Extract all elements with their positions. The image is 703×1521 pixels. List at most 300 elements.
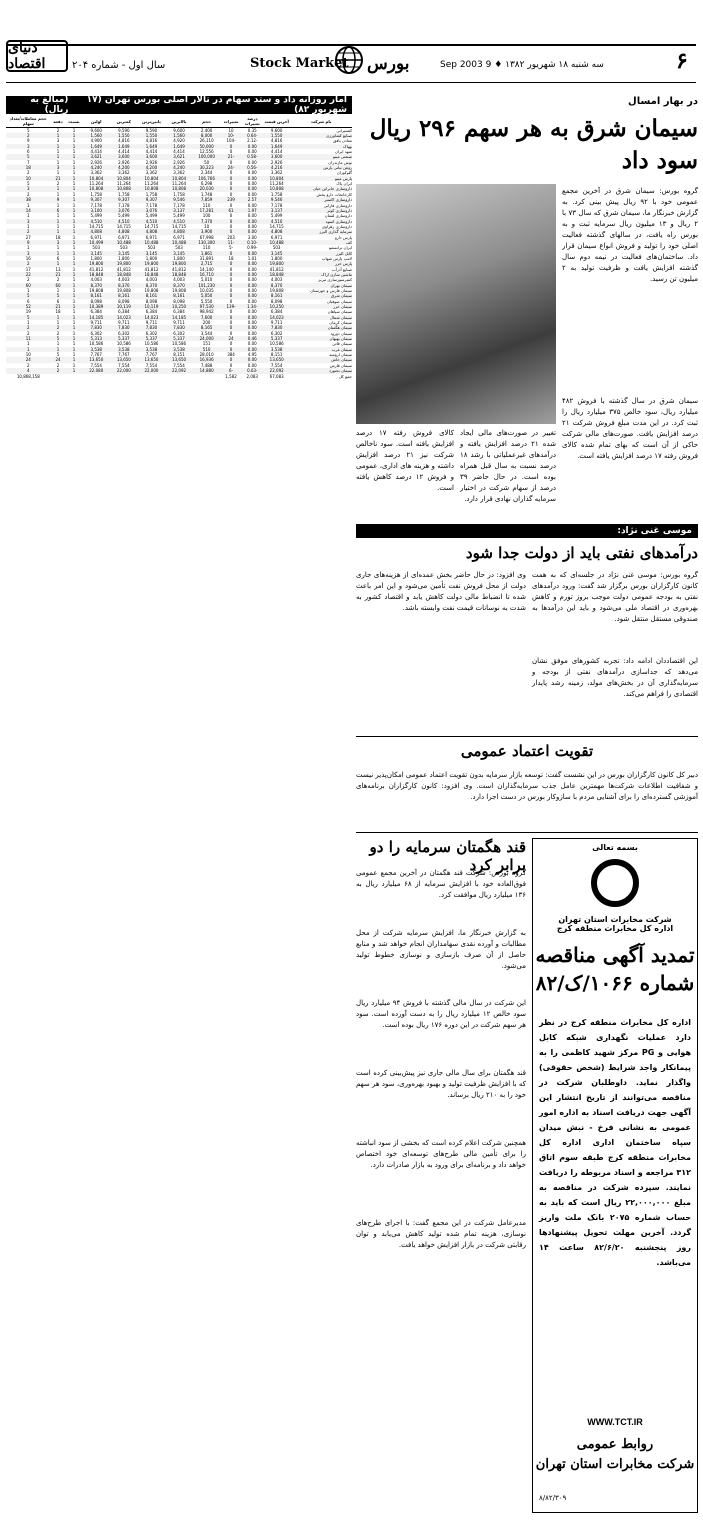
table-cell: 0 bbox=[229, 223, 233, 229]
table-cell: 1 bbox=[65, 176, 82, 181]
table-cell: 4,816 bbox=[145, 138, 158, 144]
table-cell: 0.00 bbox=[242, 219, 263, 224]
table-cell: 9,307 bbox=[110, 197, 138, 202]
table-cell: 1 bbox=[72, 352, 76, 358]
table-cell: 0.00 bbox=[247, 298, 257, 304]
table-cell: 1 bbox=[65, 197, 82, 202]
table-cell: 2 bbox=[6, 325, 51, 330]
table-cell: 4,510 bbox=[165, 219, 193, 224]
table-cell: 17 bbox=[25, 266, 31, 272]
table-cell: 4.95 bbox=[247, 352, 257, 358]
table-column-header: نام شرکت bbox=[290, 116, 352, 127]
table-cell: 1 bbox=[56, 213, 60, 219]
table-cell: 1 bbox=[72, 362, 76, 368]
table-cell bbox=[110, 374, 138, 379]
second-paragraph-2: وی افزود: در حال حاضر بخش عمده‌ای از هزینه‌های جاری دولت از محل فروش نفت تأمین می‌شود و این امر باعث شده تا انضباط مالی دولت کاهش یابد و اقتصاد کشور به شدت به نوسانات قیمت نفت وابسته باشد. bbox=[356, 571, 526, 612]
table-cell: 2 bbox=[56, 330, 60, 336]
table-cell: 9,711 bbox=[173, 320, 185, 326]
table-cell: 0.00 bbox=[242, 251, 263, 256]
table-cell: 5 bbox=[27, 127, 30, 133]
stock-table-container bbox=[6, 116, 352, 1516]
table-cell: 21 bbox=[51, 272, 66, 277]
table-cell: 2,400 bbox=[200, 127, 213, 133]
table-cell: 2,926 bbox=[270, 159, 283, 165]
table-cell: 19,800 bbox=[82, 261, 110, 266]
table-cell: 4,808 bbox=[110, 229, 138, 234]
table-cell: سیمان کرمان bbox=[329, 320, 352, 326]
table-cell: 510 bbox=[193, 347, 221, 352]
table-cell: 9,590 bbox=[145, 127, 158, 133]
table-cell bbox=[82, 374, 110, 379]
table-cell: 8,161 bbox=[165, 293, 193, 298]
table-cell: سیمان بهبهان bbox=[290, 336, 352, 341]
table-cell: 13,650 bbox=[263, 357, 291, 362]
table-cell: 9,590 bbox=[118, 127, 130, 133]
table-cell: 12,556 bbox=[199, 149, 214, 155]
table-cell: داروسازی زهراوی bbox=[321, 223, 352, 229]
table-cell: داروسازی جابرابن حیان bbox=[290, 186, 352, 191]
table-cell: 0 bbox=[220, 144, 241, 149]
table-cell: 2 bbox=[27, 170, 30, 176]
table-cell: 1 bbox=[56, 320, 60, 326]
table-cell: 9,711 bbox=[118, 320, 130, 326]
table-cell: 2 bbox=[56, 181, 60, 187]
table-cell: 151 bbox=[202, 341, 211, 347]
table-cell: 10,586 bbox=[116, 341, 131, 347]
table-cell: 1 bbox=[56, 223, 60, 229]
table-cell: -1.34 bbox=[242, 304, 263, 309]
table-cell: 6,384 bbox=[145, 309, 158, 315]
table-cell: 0 bbox=[220, 357, 241, 362]
table-cell: 22,080 bbox=[82, 368, 110, 373]
table-cell: 18 bbox=[55, 309, 61, 315]
table-cell: -24 bbox=[220, 165, 241, 170]
table-cell: 1 bbox=[72, 245, 76, 251]
table-cell: 10,586 bbox=[172, 341, 187, 347]
table-cell: 0 bbox=[229, 341, 233, 347]
table-cell: 5,337 bbox=[165, 336, 193, 341]
table-cell: 5,010 bbox=[200, 277, 213, 283]
table-cell: 6 bbox=[51, 208, 66, 213]
table-cell: 5 bbox=[51, 293, 66, 298]
table-cell: 2,344 bbox=[200, 170, 213, 176]
table-cell: سرمایه گذاری البرز bbox=[290, 229, 352, 234]
table-cell: 0.00 bbox=[242, 347, 263, 352]
table-cell: 0 bbox=[229, 277, 233, 283]
table-cell: 18 bbox=[228, 255, 234, 261]
table-cell: 2.57 bbox=[242, 197, 263, 202]
table-cell: 1 bbox=[51, 154, 66, 159]
table-cell: داروسازی اسوه bbox=[290, 219, 352, 224]
table-cell: -104 bbox=[226, 138, 236, 144]
table-cell: 200 bbox=[202, 320, 211, 326]
table-cell: 2 bbox=[27, 277, 30, 283]
table-unit: (مبالغ به ریال) bbox=[30, 95, 69, 115]
table-cell: داروسازی اکسیر bbox=[290, 197, 352, 202]
table-body bbox=[6, 127, 352, 379]
second-headline: درآمدهای نفتی باید از دولت جدا شود bbox=[465, 544, 698, 562]
table-cell: 9,711 bbox=[145, 320, 158, 326]
table-cell: 0 bbox=[229, 149, 233, 155]
table-cell: 3,538 bbox=[110, 347, 138, 352]
table-cell: 2 bbox=[27, 330, 30, 336]
table-cell: 9,307 bbox=[82, 197, 110, 202]
table-cell: 7,830 bbox=[263, 325, 291, 330]
table-cell: 10 bbox=[25, 352, 31, 358]
table-cell: 1,649 bbox=[82, 144, 110, 149]
table-cell: 7,859 bbox=[193, 197, 221, 202]
table-cell: 3,076 bbox=[110, 208, 138, 213]
table-cell: 0.00 bbox=[247, 191, 257, 197]
globe-icon bbox=[334, 45, 364, 75]
table-cell: 5,499 bbox=[173, 213, 185, 219]
table-cell: 0 bbox=[229, 362, 233, 368]
table-cell: 31,891 bbox=[199, 255, 214, 261]
table-cell: 0.00 bbox=[247, 320, 257, 326]
table-column-header: پایین‌ترین bbox=[138, 116, 166, 127]
table-cell: 1,758 bbox=[90, 191, 102, 197]
table-cell: 50 bbox=[204, 159, 210, 165]
table-cell: 0 bbox=[229, 320, 233, 326]
table-cell: 10,499 bbox=[82, 240, 110, 245]
ad-top-line: بسمه تعالی bbox=[592, 843, 638, 852]
second-paragraph-1: گروه بورس: موسی غنی نژاد در جلسه‌ای که به همت کانون کارگزاران بورس برگزار شد گفت: ورود درآمدهای نفتی به بودجه عمومی دولت موجب بروز تورم و کاهش بهره‌وری در اقتصاد ملی می‌شود و باید این درآمدها به صندوقی مستقل منتقل شود. bbox=[532, 571, 698, 623]
table-cell: 0.00 bbox=[242, 261, 263, 266]
table-cell: 10 bbox=[204, 223, 210, 229]
table-cell: 4,003 bbox=[145, 277, 158, 283]
table-cell: 4,510 bbox=[110, 219, 138, 224]
table-cell: 5 bbox=[27, 181, 30, 187]
table-cell: 8,370 bbox=[138, 283, 166, 288]
table-cell: 110 bbox=[202, 202, 211, 208]
table-header-row bbox=[6, 116, 352, 127]
table-cell: 18 bbox=[55, 234, 61, 240]
table-cell: 1 bbox=[51, 315, 66, 320]
table-cell: 11,264 bbox=[89, 181, 104, 187]
table-cell: صنایع کشاورزی bbox=[290, 133, 352, 138]
table-cell: 1 bbox=[65, 325, 82, 330]
table-cell: کمپرسورسازی تبریز bbox=[318, 277, 352, 283]
table-cell: 97,530 bbox=[193, 304, 221, 309]
table-cell: 0 bbox=[229, 202, 233, 208]
table-cell: 0 bbox=[220, 251, 241, 256]
table-cell: 1 bbox=[65, 336, 82, 341]
table-cell: 1 bbox=[65, 208, 82, 213]
table-cell: 0.00 bbox=[247, 277, 257, 283]
table-cell: 11,264 bbox=[269, 181, 284, 187]
table-cell: لامپ پارس شهاب bbox=[321, 255, 352, 261]
table-cell: 13,650 bbox=[138, 357, 166, 362]
table-cell: 100 bbox=[202, 213, 211, 219]
table-cell: 0 bbox=[220, 261, 241, 266]
table-cell: 7,488 bbox=[200, 362, 213, 368]
table-cell: صنعتی مینو bbox=[290, 154, 352, 159]
fourth-paragraph-5: همچنین شرکت اعلام کرده است که بخشی از سود انباشته را برای تأمین مالی طرح‌های توسعه‌ای خود اختصاص خواهد داد و برنامه‌ای برای ورود به بازار صادرات دارد. bbox=[356, 1139, 526, 1169]
table-cell: 1 bbox=[51, 347, 66, 352]
table-cell: 0.00 bbox=[247, 181, 257, 187]
table-cell: 1 bbox=[65, 283, 82, 288]
stock-table bbox=[6, 116, 352, 379]
table-cell: -21 bbox=[220, 154, 241, 159]
table-cell: 3 bbox=[6, 219, 51, 224]
table-cell: 5,050 bbox=[193, 293, 221, 298]
ad-title-1: تمدید آگهی مناقصه bbox=[535, 943, 695, 967]
table-cell: 10,488 bbox=[263, 240, 291, 245]
table-cell: 13,650 bbox=[110, 357, 138, 362]
table-cell: 19,800 bbox=[263, 261, 291, 266]
table-cell: 1 bbox=[72, 181, 76, 187]
table-cell: 18,848 bbox=[138, 272, 166, 277]
table-cell: 4,240 bbox=[165, 165, 193, 170]
table-cell: 8,370 bbox=[110, 283, 138, 288]
table-cell: 239 bbox=[220, 197, 241, 202]
table-cell: 19,808 bbox=[172, 288, 187, 293]
table-cell: کف bbox=[290, 240, 352, 245]
table-column-header: اولین bbox=[82, 116, 110, 127]
table-cell: 1 bbox=[56, 288, 60, 293]
table-cell: 0 bbox=[220, 229, 241, 234]
table-cell: 1 bbox=[65, 240, 82, 245]
table-cell bbox=[138, 374, 166, 379]
table-cell: 3,145 bbox=[82, 251, 110, 256]
table-cell: 3,600 bbox=[263, 154, 291, 159]
table-cell: -0.56 bbox=[242, 165, 263, 170]
tender-advertisement bbox=[532, 838, 698, 1513]
table-cell: 8,161 bbox=[110, 293, 138, 298]
table-cell: 19,800 bbox=[110, 261, 138, 266]
table-cell: 4,414 bbox=[145, 149, 158, 155]
table-cell: 4,808 bbox=[82, 229, 110, 234]
table-cell: 1 bbox=[72, 320, 76, 326]
table-cell: سیمان خاش bbox=[290, 357, 352, 362]
table-cell: 6,302 bbox=[118, 330, 130, 336]
table-cell: 10,250 bbox=[263, 304, 291, 309]
table-cell: 7,830 bbox=[138, 325, 166, 330]
table-cell: 1,649 bbox=[138, 144, 166, 149]
table-cell: 0 bbox=[220, 176, 241, 181]
table-cell: 4,003 bbox=[270, 277, 283, 283]
table-cell: 0.00 bbox=[242, 315, 263, 320]
table-cell: -5 bbox=[229, 245, 234, 251]
table-cell: 8,165 bbox=[193, 325, 221, 330]
ad-organization: شرکت مخابرات استان تهران اداره کل مخابرات منطقه کرج bbox=[556, 915, 674, 933]
table-cell: 0 bbox=[229, 288, 233, 293]
table-cell: 24 bbox=[6, 357, 51, 362]
table-cell: 9,711 bbox=[270, 320, 283, 326]
table-cell: 4,216 bbox=[263, 165, 291, 170]
table-cell: 7,554 bbox=[90, 362, 102, 368]
table-cell: 3,621 bbox=[165, 154, 193, 159]
table-cell: 10,808 bbox=[165, 186, 193, 191]
table-cell: 3 bbox=[6, 251, 51, 256]
table-cell: 21 bbox=[51, 176, 66, 181]
table-cell: کابل البرز bbox=[290, 251, 352, 256]
table-cell: 8,098 bbox=[270, 298, 283, 304]
table-cell: سیمان غرب bbox=[290, 347, 352, 352]
table-cell: 4,808 bbox=[138, 229, 166, 234]
table-cell: 0 bbox=[229, 181, 233, 187]
table-cell: 19,800 bbox=[138, 261, 166, 266]
table-cell: 7,178 bbox=[90, 202, 102, 208]
table-cell: 0 bbox=[229, 159, 233, 165]
table-cell: 11,264 bbox=[144, 181, 159, 187]
table-cell: 1 bbox=[51, 261, 66, 266]
table-cell: 41,812 bbox=[116, 266, 131, 272]
table-cell: 1,758 bbox=[270, 191, 283, 197]
table-cell: 1 bbox=[72, 138, 76, 144]
table-cell: 1 bbox=[56, 149, 60, 155]
table-cell: 16 bbox=[25, 255, 31, 261]
table-cell: 10,808 bbox=[110, 186, 138, 191]
table-cell: 10,804 bbox=[165, 176, 193, 181]
table-column-header: حجم bbox=[193, 116, 221, 127]
table-cell: 16,710 bbox=[193, 272, 221, 277]
table-cell: 18,848 bbox=[110, 272, 138, 277]
table-title-bar bbox=[6, 96, 352, 114]
table-cell: 10,119 bbox=[110, 304, 138, 309]
table-cell: سیمان سپاهان bbox=[327, 309, 352, 315]
lead-paragraph-1: گروه بورس: سیمان شرق در آخرین مجمع عمومی خود با ۹۲ ریال پیش بینی کرد. به گزارش خبرنگار ما، سیمان شرق که سال ۷۳ با ۲ ریال و ۱۳ میلیون ریال سرمایه ثبت و به بورس راه یافت، در سالهای گذشته فعالیت اصلی خود را تولید و فروش انواع سیمان قرار داد. ساختمان‌های فعالیت در نیمه دوم سال گذشته افزایش یافت و ظرفیت تولید به ۲ میلیون تن رسید. bbox=[562, 187, 698, 283]
table-cell: 61 bbox=[220, 208, 241, 213]
table-cell: 8,098 bbox=[118, 298, 130, 304]
table-cell: 19 bbox=[25, 309, 31, 315]
table-cell: 10,488 bbox=[110, 240, 138, 245]
table-cell: 8,000 bbox=[193, 133, 221, 138]
table-cell: 67,998 bbox=[199, 234, 214, 240]
table-cell: 0.00 bbox=[242, 186, 263, 191]
table-cell: 1 bbox=[65, 261, 82, 266]
table-cell: 8,161 bbox=[263, 293, 291, 298]
table-cell: 1 bbox=[72, 202, 76, 208]
table-cell: 1,800 bbox=[118, 255, 130, 261]
table-cell: 1 bbox=[72, 191, 76, 197]
table-cell: 0.00 bbox=[247, 341, 257, 347]
table-cell: 9,600 bbox=[173, 127, 185, 133]
table-cell: 14,715 bbox=[116, 223, 131, 229]
table-cell: سیمان صوفیان bbox=[326, 298, 352, 304]
table-cell: داروسازی کوثر bbox=[290, 208, 352, 213]
table-cell: 0.00 bbox=[247, 149, 257, 155]
table-cell: 101,230 bbox=[193, 283, 221, 288]
table-cell: 1 bbox=[56, 159, 60, 165]
table-cell: 10,488 bbox=[165, 240, 193, 245]
table-cell: 10,250 bbox=[165, 304, 193, 309]
table-cell: سیمان قائن bbox=[332, 341, 352, 347]
table-cell: 11,264 bbox=[116, 181, 131, 187]
table-cell: 1 bbox=[65, 272, 82, 277]
table-cell: 0 bbox=[229, 298, 233, 304]
table-cell: 1,560 bbox=[165, 133, 193, 138]
table-cell: 2,926 bbox=[118, 159, 130, 165]
table-cell: 5,499 bbox=[270, 213, 283, 219]
table-cell: 3,145 bbox=[138, 251, 166, 256]
table-cell: 0 bbox=[220, 315, 241, 320]
table-cell: 2 bbox=[6, 133, 51, 138]
table-cell bbox=[65, 374, 82, 379]
table-cell: 1,649 bbox=[110, 144, 138, 149]
table-cell: 6 bbox=[56, 255, 60, 261]
table-cell: 14,715 bbox=[144, 223, 159, 229]
table-cell: 2 bbox=[6, 229, 51, 234]
table-cell: 4,003 bbox=[90, 277, 102, 283]
table-cell: 0.00 bbox=[247, 170, 257, 176]
table-cell: 41,812 bbox=[144, 266, 159, 272]
table-cell: 18,848 bbox=[82, 272, 110, 277]
table-cell: 7,178 bbox=[145, 202, 158, 208]
table-cell: 110 bbox=[202, 245, 211, 251]
table-column-header: تغییرات bbox=[220, 116, 241, 127]
table-cell: -6 bbox=[220, 368, 241, 373]
table-cell: 2,715 bbox=[193, 261, 221, 266]
table-cell: 1 bbox=[65, 186, 82, 191]
table-cell: 1 bbox=[72, 309, 76, 315]
table-cell: 0.00 bbox=[242, 272, 263, 277]
table-column-header: آخرین قیمت bbox=[263, 116, 291, 127]
table-column-header: نسبت bbox=[65, 116, 82, 127]
table-cell: 52 bbox=[6, 304, 51, 309]
table-cell: 7,554 bbox=[173, 362, 185, 368]
table-cell: 5 bbox=[56, 352, 60, 358]
table-cell: 4,816 bbox=[270, 138, 283, 144]
table-cell: 7,830 bbox=[165, 325, 193, 330]
table-cell: داروسازی فارابی bbox=[323, 202, 352, 208]
table-cell: 19,808 bbox=[269, 288, 284, 293]
lead-paragraph-4: کالای فروش رفته ۱۷ درصد افزایش یافته است. سود ناخالص شرکت نیز ۲۱ درصد افزایش داشته و هزینه های اداری، عمومی و فروش ۱۲ درصد کاهش یافته است. bbox=[356, 429, 455, 492]
table-cell: 503 bbox=[272, 245, 281, 251]
table-cell: 1,748 bbox=[200, 191, 213, 197]
table-cell: 3,145 bbox=[263, 251, 291, 256]
table-cell: 3 bbox=[6, 144, 51, 149]
table-cell: 3 bbox=[56, 138, 60, 144]
table-column-header: حجم معاملات/تعداد سهام bbox=[6, 116, 51, 127]
table-cell: 0 bbox=[220, 347, 241, 352]
table-cell: 24 bbox=[220, 336, 241, 341]
table-cell: 1.01 bbox=[247, 255, 257, 261]
table-cell: 22,092 bbox=[263, 368, 291, 373]
table-cell: 130,300 bbox=[193, 240, 221, 245]
table-cell: 3,362 bbox=[90, 170, 102, 176]
table-cell: 18,848 bbox=[165, 272, 193, 277]
fourth-paragraph-6: مدیرعامل شرکت در این مجمع گفت: با اجرای طرح‌های نوسازی، هزینه تمام شده تولید کاهش می‌یابد و توان رقابتی شرکت در بازار افزایش خواهد یافت. bbox=[356, 1219, 526, 1249]
table-column-header: بالاترین bbox=[165, 116, 193, 127]
table-cell: 1,758 bbox=[145, 191, 158, 197]
table-cell: 1 bbox=[51, 229, 66, 234]
table-cell: -139 bbox=[220, 304, 241, 309]
table-cell: سیمان تهران bbox=[290, 283, 352, 288]
table-cell: سیمان فارس bbox=[329, 362, 352, 368]
table-cell: 10,808 bbox=[138, 186, 166, 191]
table-cell: 1 bbox=[72, 234, 76, 240]
table-cell: 5 bbox=[6, 315, 51, 320]
table-cell: 1 bbox=[27, 341, 30, 347]
table-cell: 3,076 bbox=[138, 208, 166, 213]
table-cell: 1.97 bbox=[242, 208, 263, 213]
table-cell: 2 bbox=[27, 362, 30, 368]
table-cell: 1,550 bbox=[138, 133, 166, 138]
table-cell: 4,510 bbox=[82, 219, 110, 224]
table-cell: 1 bbox=[65, 357, 82, 362]
table-title: آمار روزانه داد و ستد سهام در تالار اصلی بورس تهران (۱۷ شهریور ۸۲) bbox=[86, 95, 347, 115]
ad-code: ۸/۸۲/۳۰۹ bbox=[539, 1494, 567, 1502]
table-cell: 3,145 bbox=[110, 251, 138, 256]
table-cell: 3 bbox=[51, 165, 66, 170]
table-cell: 22,000 bbox=[138, 368, 166, 373]
table-cell: 2,926 bbox=[145, 159, 158, 165]
table-cell: 1 bbox=[72, 255, 76, 261]
table-cell: معادن بافق bbox=[333, 138, 352, 144]
table-cell: 9,711 bbox=[90, 320, 102, 326]
table-cell: 0.00 bbox=[242, 325, 263, 330]
